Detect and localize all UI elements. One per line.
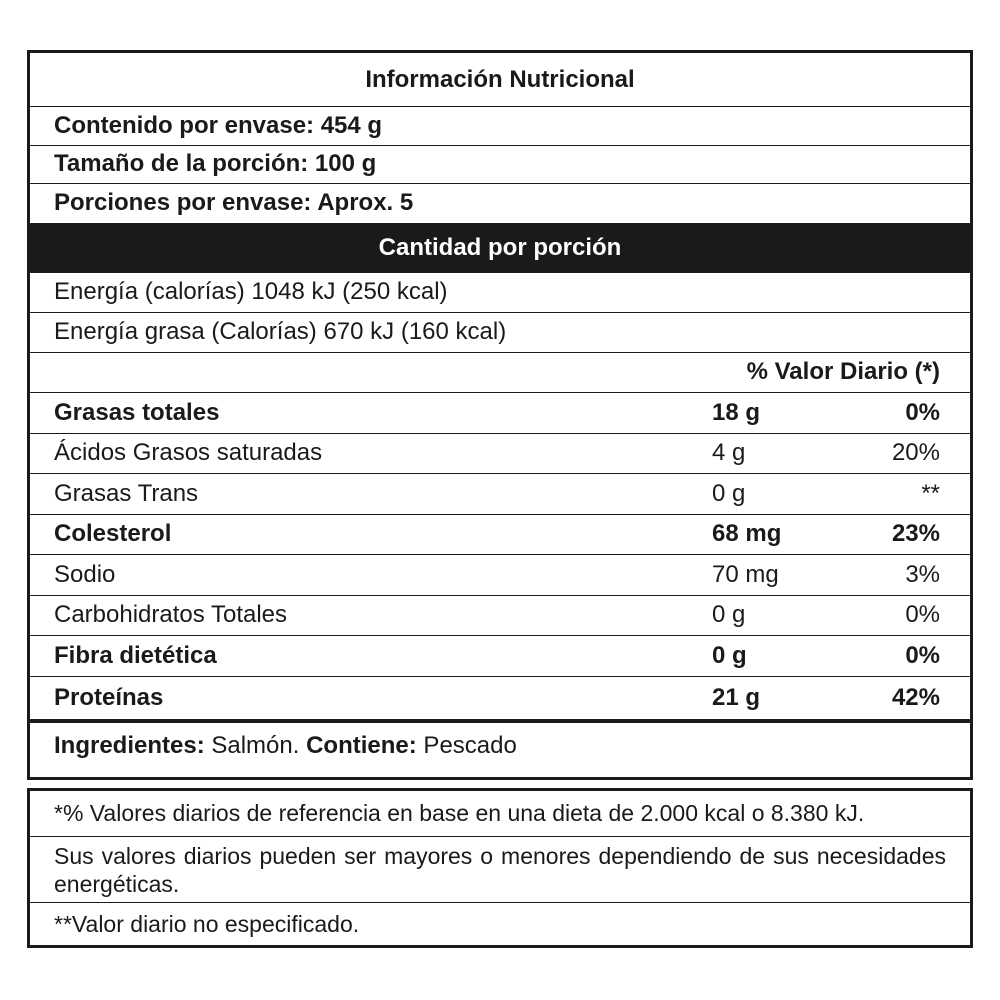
nutrient-row xyxy=(30,474,970,515)
nutrient-row xyxy=(30,393,970,434)
daily-value-header: % Valor Diario (*) xyxy=(30,353,970,394)
nutrient-row xyxy=(30,555,970,596)
nutrient-amount: 0 g xyxy=(712,641,747,669)
nutrient-row xyxy=(30,636,970,677)
nutrient-amount: 21 g xyxy=(712,683,761,711)
nutrient-name: Fibra dietética xyxy=(54,641,217,669)
nutrient-daily-value: 0% xyxy=(905,601,940,629)
nutrient-name: Colesterol xyxy=(54,520,172,548)
nutrient-amount: 68 mg xyxy=(712,520,782,548)
nutrient-name: Carbohidratos Totales xyxy=(54,601,288,629)
footnote-daily-values-text: Sus valores diarios pueden ser mayores o menores dependiendo de sus necesidades energéticas. xyxy=(54,842,946,897)
nutrient-daily-value: 20% xyxy=(891,439,940,467)
nutrient-amount: 0 g xyxy=(712,479,746,507)
contains-value: Pescado xyxy=(416,731,517,759)
footnote-daily-values xyxy=(30,837,970,903)
nutrient-daily-value: ** xyxy=(921,479,940,507)
fat-energy-row: Energía grasa (Calorías) 670 kJ (160 kcal) xyxy=(30,313,970,353)
servings-per-package: Porciones por envase: Aprox. 5 xyxy=(54,189,414,217)
nutrient-name: Proteínas xyxy=(54,683,164,711)
nutrient-amount: 4 g xyxy=(712,439,746,467)
footnote-reference-diet: *% Valores diarios de referencia en base en una dieta de 2.000 kcal o 8.380 kJ. xyxy=(30,791,970,837)
nutrient-row xyxy=(30,596,970,637)
nutrient-name: Grasas Trans xyxy=(54,479,199,507)
ingredients-label: Ingredientes: xyxy=(54,731,205,759)
nutrient-amount: 0 g xyxy=(712,601,746,629)
nutrient-daily-value: 23% xyxy=(891,520,940,548)
nutrition-facts-label xyxy=(27,50,973,780)
label-title: Información Nutricional xyxy=(30,53,970,107)
serving-size: Tamaño de la porción: 100 g xyxy=(30,146,970,185)
footnote-unspecified: **Valor diario no especificado. xyxy=(54,910,360,937)
nutrient-daily-value: 0% xyxy=(905,398,940,426)
contains-label: Contiene: xyxy=(306,731,417,759)
amount-per-serving-header: Cantidad por porción xyxy=(30,223,970,273)
ingredients-row xyxy=(30,719,970,769)
nutrient-row xyxy=(30,434,970,475)
nutrient-row xyxy=(30,677,970,719)
energy-row: Energía (calorías) 1048 kJ (250 kcal) xyxy=(30,273,970,313)
nutrient-amount: 18 g xyxy=(712,398,761,426)
nutrient-name: Grasas totales xyxy=(54,398,220,426)
nutrient-daily-value: 42% xyxy=(891,683,940,711)
nutrient-name: Ácidos Grasos saturadas xyxy=(54,439,323,467)
content-per-package: Contenido por envase: 454 g xyxy=(30,107,970,146)
footnotes-box xyxy=(27,788,973,948)
nutrient-name: Sodio xyxy=(54,560,116,588)
nutrient-daily-value: 0% xyxy=(905,641,940,669)
nutrient-daily-value: 3% xyxy=(905,560,940,588)
nutrient-amount: 70 mg xyxy=(712,560,779,588)
nutrient-row xyxy=(30,515,970,556)
ingredients-value: Salmón. xyxy=(204,731,307,759)
